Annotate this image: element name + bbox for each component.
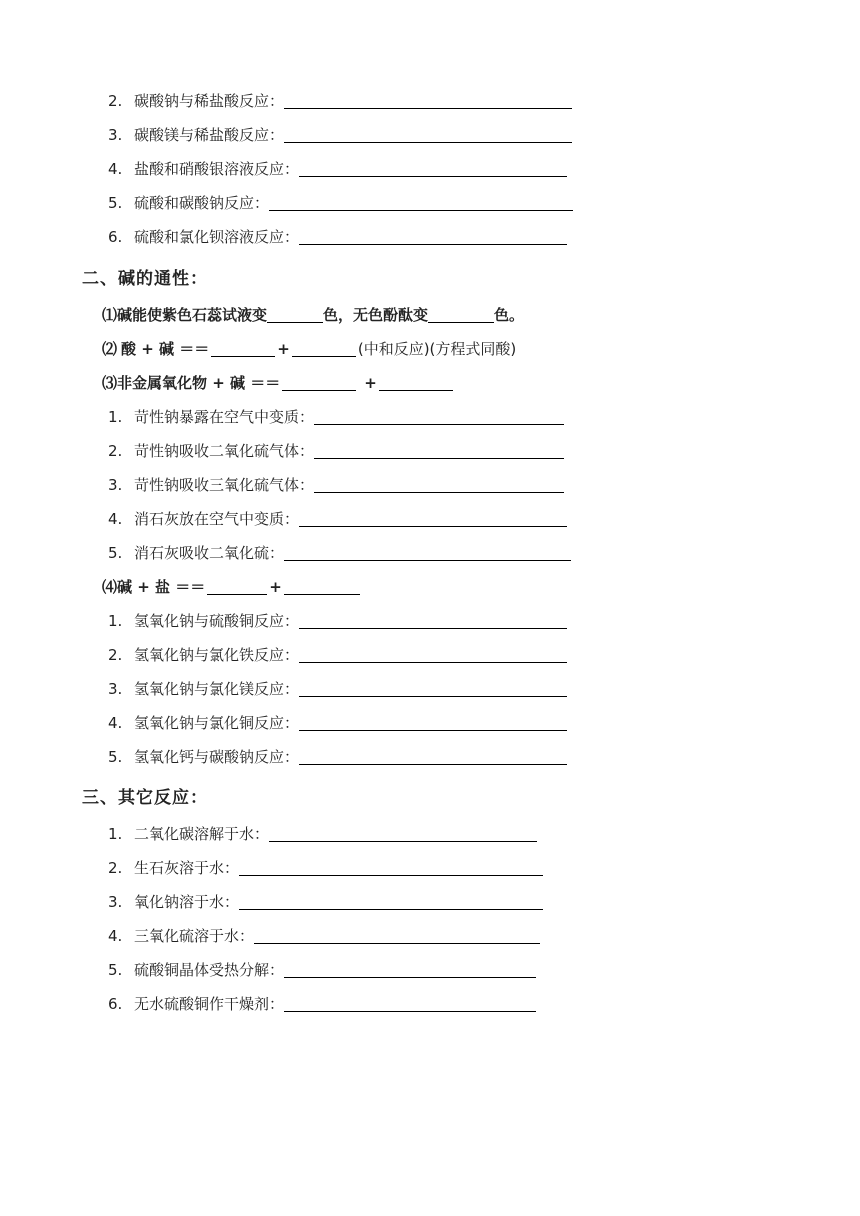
item-text: 硫酸和碳酸钠反应： — [134, 194, 270, 212]
item-number: 4. — [108, 510, 123, 528]
list-item — [108, 155, 567, 179]
item-text: 三氧化硫溶于水： — [134, 927, 255, 945]
list-item — [108, 956, 536, 980]
answer-blank[interactable] — [284, 959, 536, 978]
list-item — [108, 675, 567, 699]
answer-blank[interactable] — [282, 372, 356, 391]
answer-blank[interactable] — [239, 891, 543, 910]
answer-blank[interactable] — [284, 576, 360, 595]
plus-sign: + — [269, 578, 282, 596]
answer-blank[interactable] — [299, 712, 567, 731]
item-text: 盐酸和硝酸银溶液反应： — [134, 160, 300, 178]
property-text: 酸 + 碱 ＝＝ — [121, 340, 210, 358]
item-text: 碳酸钠与稀盐酸反应： — [134, 92, 285, 110]
answer-blank[interactable] — [299, 678, 567, 697]
item-number: 2. — [108, 92, 123, 110]
item-number: 3. — [108, 476, 123, 494]
item-number: 1. — [108, 825, 123, 843]
answer-blank[interactable] — [299, 610, 567, 629]
list-item — [108, 641, 567, 665]
item-text: 二氧化碳溶解于水： — [134, 825, 270, 843]
item-text: 无水硫酸铜作干燥剂： — [134, 995, 285, 1013]
list-item — [108, 990, 536, 1014]
item-text: 苛性钠吸收三氧化硫气体： — [134, 476, 315, 494]
item-number: 4. — [108, 160, 123, 178]
item-text: 硫酸铜晶体受热分解： — [134, 961, 285, 979]
item-text: 氢氧化钠与氯化镁反应： — [134, 680, 300, 698]
list-item — [108, 189, 573, 213]
item-text: 苛性钠吸收二氧化硫气体： — [134, 442, 315, 460]
answer-blank[interactable] — [314, 406, 564, 425]
item-text: 氢氧化钠与硫酸铜反应： — [134, 612, 300, 630]
item-text: 苛性钠暴露在空气中变质： — [134, 408, 315, 426]
list-item — [108, 922, 540, 946]
item-number: 5. — [108, 194, 123, 212]
item-text: 碳酸镁与稀盐酸反应： — [134, 126, 285, 144]
item-number: 3. — [108, 893, 123, 911]
answer-blank[interactable] — [299, 226, 567, 245]
property-4 — [102, 573, 362, 597]
property-note: (中和反应)(方程式同酸) — [357, 340, 517, 358]
item-number: 4. — [108, 714, 123, 732]
item-number: 2. — [108, 646, 123, 664]
item-number: 1. — [108, 408, 123, 426]
list-item — [108, 403, 564, 427]
list-item — [108, 888, 543, 912]
list-item — [108, 820, 537, 844]
property-text: 色。 — [494, 306, 525, 324]
property-1 — [102, 301, 524, 325]
item-text: 消石灰吸收二氧化硫： — [134, 544, 285, 562]
list-item — [108, 607, 567, 631]
property-label: ⑷ — [102, 578, 118, 596]
list-item — [108, 709, 567, 733]
item-text: 硫酸和氯化钡溶液反应： — [134, 228, 300, 246]
list-item — [108, 505, 567, 529]
property-label: ⑵ — [102, 340, 118, 358]
answer-blank[interactable] — [314, 474, 564, 493]
answer-blank[interactable] — [284, 90, 572, 109]
answer-blank[interactable] — [299, 158, 567, 177]
item-text: 氢氧化钙与碳酸钠反应： — [134, 748, 300, 766]
answer-blank[interactable] — [428, 304, 494, 323]
item-text: 生石灰溶于水： — [134, 859, 240, 877]
answer-blank[interactable] — [314, 440, 564, 459]
answer-blank[interactable] — [284, 993, 536, 1012]
list-item — [108, 854, 543, 878]
item-number: 2. — [108, 859, 123, 877]
list-item — [108, 743, 567, 767]
item-text: 氢氧化钠与氯化铁反应： — [134, 646, 300, 664]
answer-blank[interactable] — [269, 823, 537, 842]
item-number: 3. — [108, 126, 123, 144]
property-text: 非金属氧化物 + 碱 ＝＝ — [117, 374, 281, 392]
answer-blank[interactable] — [379, 372, 453, 391]
list-item — [108, 539, 571, 563]
property-2 — [102, 335, 516, 359]
item-number: 3. — [108, 680, 123, 698]
answer-blank[interactable] — [239, 857, 543, 876]
property-label: ⑶ — [102, 374, 118, 392]
item-number: 5. — [108, 748, 123, 766]
item-number: 5. — [108, 544, 123, 562]
answer-blank[interactable] — [269, 192, 573, 211]
answer-blank[interactable] — [299, 644, 567, 663]
list-item — [108, 121, 572, 145]
item-text: 消石灰放在空气中变质： — [134, 510, 300, 528]
item-number: 6. — [108, 995, 123, 1013]
answer-blank[interactable] — [299, 746, 567, 765]
property-text: 碱 + 盐 ＝＝ — [117, 578, 206, 596]
property-text: 色，无色酚酞变 — [323, 306, 429, 324]
property-text: 碱能使紫色石蕊试液变 — [117, 306, 268, 324]
list-item — [108, 87, 572, 111]
plus-sign: + — [277, 340, 290, 358]
answer-blank[interactable] — [254, 925, 540, 944]
section2-title: 二、碱的通性： — [82, 269, 208, 289]
item-number: 2. — [108, 442, 123, 460]
item-text: 氧化钠溶于水： — [134, 893, 240, 911]
item-number: 6. — [108, 228, 123, 246]
section3-title: 三、其它反应： — [82, 788, 208, 808]
item-text: 氢氧化钠与氯化铜反应： — [134, 714, 300, 732]
answer-blank[interactable] — [299, 508, 567, 527]
answer-blank[interactable] — [284, 542, 571, 561]
list-item — [108, 223, 567, 247]
plus-sign: + — [364, 374, 377, 392]
answer-blank[interactable] — [284, 124, 572, 143]
property-label: ⑴ — [102, 306, 118, 324]
list-item — [108, 437, 564, 461]
answer-blank[interactable] — [292, 338, 356, 357]
item-number: 4. — [108, 927, 123, 945]
list-item — [108, 471, 564, 495]
property-3 — [102, 369, 455, 393]
answer-blank[interactable] — [207, 576, 267, 595]
item-number: 1. — [108, 612, 123, 630]
item-number: 5. — [108, 961, 123, 979]
answer-blank[interactable] — [211, 338, 275, 357]
answer-blank[interactable] — [267, 304, 323, 323]
